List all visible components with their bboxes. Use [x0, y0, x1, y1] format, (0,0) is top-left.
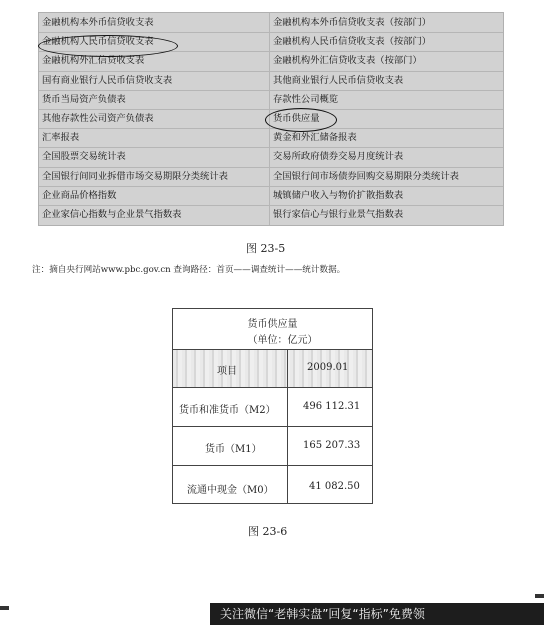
- grid-link-right[interactable]: 货币供应量: [273, 113, 320, 124]
- table-row-value: 496 112.31: [303, 401, 361, 412]
- table-title: 货币供应量: [247, 319, 298, 330]
- grid-link-right[interactable]: 交易所政府债券交易月度统计表: [273, 151, 404, 163]
- corner-mark: [0, 606, 9, 610]
- table-row-label: 流通中现金（M0）: [187, 485, 274, 496]
- grid-link-right[interactable]: 其他商业银行人民币信贷收支表: [273, 74, 404, 86]
- table-unit: （单位：亿元）: [247, 335, 318, 346]
- grid-link-right[interactable]: 金融机构本外币信贷收支表（按部门）: [273, 17, 432, 28]
- table-rule: [173, 465, 372, 466]
- money-supply-table: [172, 308, 373, 504]
- grid-link-right[interactable]: 城镇储户收入与物价扩散指数表: [273, 189, 404, 201]
- grid-link-left[interactable]: 金融机构外汇信贷收支表: [42, 55, 145, 67]
- figure-caption-23-5: 图 23-5: [246, 242, 286, 255]
- grid-link-right[interactable]: 黄金和外汇储备报表: [273, 132, 357, 144]
- table-row-label: 货币（M1）: [205, 444, 262, 455]
- grid-link-right[interactable]: 金融机构人民币信贷收支表（按部门）: [273, 36, 432, 48]
- table-row-value: 165 207.33: [303, 440, 361, 451]
- grid-link-left[interactable]: 企业商品价格指数: [42, 189, 117, 201]
- wechat-promo-banner: 关注微信“老韩实盘”回复“指标”免费领: [210, 603, 544, 625]
- grid-link-left[interactable]: 企业家信心指数与企业景气指数表: [42, 209, 182, 220]
- grid-link-left[interactable]: 全国股票交易统计表: [42, 151, 126, 163]
- table-header-date: 2009.01: [307, 362, 349, 373]
- grid-link-left[interactable]: 金融机构本外币信贷收支表: [42, 17, 154, 28]
- table-row-label: 货币和准货币（M2）: [179, 405, 276, 416]
- grid-link-left[interactable]: 汇率报表: [42, 132, 80, 144]
- table-header-item: 项目: [217, 366, 237, 377]
- table-rule: [173, 426, 372, 427]
- highlight-ellipse-rmb-credit: [38, 35, 178, 57]
- table-rule: [173, 387, 372, 388]
- grid-link-right[interactable]: 全国银行间市场债券回购交易期限分类统计表: [273, 170, 459, 182]
- grid-link-right[interactable]: 存款性公司概览: [273, 93, 339, 105]
- grid-link-left[interactable]: 其他存款性公司资产负债表: [42, 113, 154, 124]
- source-note: 注：摘自央行网站www.pbc.gov.cn 查询路径：首页——调查统计——统计数据。: [32, 265, 346, 275]
- table-row-value: 41 082.50: [309, 481, 360, 492]
- figure-caption-23-6: 图 23-6: [248, 525, 288, 538]
- highlight-ellipse-money-supply: [265, 108, 337, 132]
- grid-link-left[interactable]: 全国银行间同业拆借市场交易期限分类统计表: [42, 170, 228, 182]
- grid-link-left[interactable]: 货币当局资产负债表: [42, 93, 126, 105]
- grid-link-right[interactable]: 银行家信心与银行业景气指数表: [273, 209, 404, 220]
- grid-link-left[interactable]: 国有商业银行人民币信贷收支表: [42, 74, 173, 86]
- grid-link-left[interactable]: 金融机构人民币信贷收支表: [42, 36, 154, 48]
- grid-link-right[interactable]: 金融机构外汇信贷收支表（按部门）: [273, 55, 422, 67]
- corner-mark: [535, 594, 544, 598]
